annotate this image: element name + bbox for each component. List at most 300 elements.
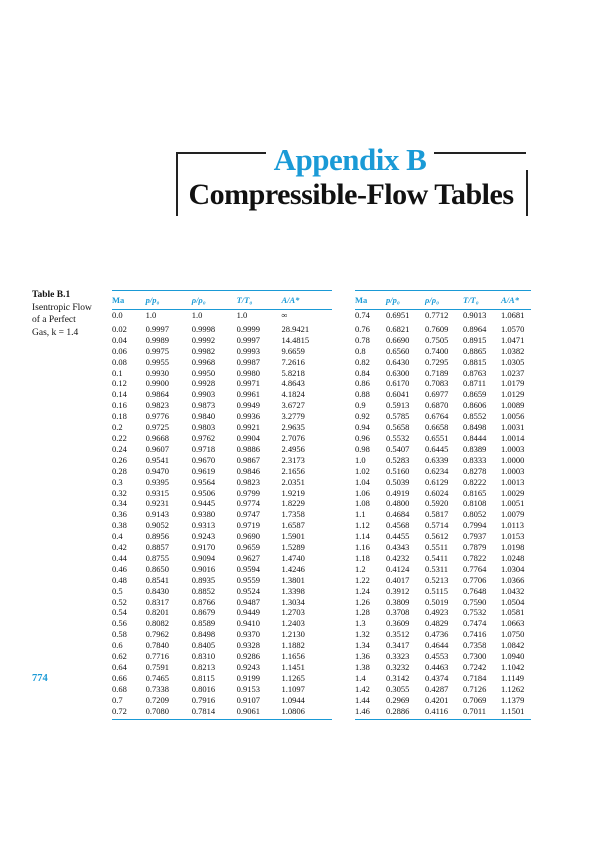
table-cell: 1.0031 — [501, 422, 525, 433]
table-cell: 1.4740 — [281, 552, 305, 563]
table-cell: 1.46 — [355, 706, 386, 719]
table-cell: 0.9524 — [236, 585, 260, 596]
table-cell: 0.9013 — [463, 310, 487, 320]
header-area-ratio: A/A* — [281, 291, 332, 310]
table-cell: 0.3055 — [386, 683, 410, 694]
table-row — [355, 335, 531, 346]
table-cell: 2.0351 — [281, 476, 305, 487]
table-cell: 1.1097 — [281, 683, 305, 694]
table-row — [112, 378, 332, 389]
table-cell: 0.4919 — [386, 487, 410, 498]
table-row — [112, 444, 332, 455]
table-cell: 0.7083 — [425, 378, 449, 389]
table-cell: 0.8541 — [145, 574, 170, 585]
table-cell: 0.9949 — [236, 400, 260, 411]
table-cell: 0.6870 — [425, 400, 449, 411]
table-cell: 0.26 — [112, 454, 127, 465]
table-cell: 0.9718 — [191, 443, 216, 454]
table-cell: 0.9873 — [191, 400, 216, 411]
table-cell: 1.24 — [355, 585, 370, 596]
table-cell: 0.9313 — [191, 520, 216, 531]
table-cell: 0.8201 — [145, 607, 170, 618]
table-row — [355, 433, 531, 444]
table-cell: 0.9998 — [191, 323, 216, 334]
table-cell: 2.7076 — [281, 432, 305, 443]
table-row — [355, 662, 531, 673]
table-cell: 0.4116 — [425, 706, 463, 719]
table-cell: 0.9867 — [236, 454, 260, 465]
table-cell: 0.9668 — [145, 432, 170, 443]
table-cell: 14.4815 — [281, 334, 310, 345]
table-cell: 0.8430 — [145, 585, 170, 596]
table-cell: 0.7069 — [463, 694, 487, 705]
table-cell: 0.44 — [112, 552, 127, 563]
table-row — [112, 488, 332, 499]
table-row — [112, 346, 332, 357]
table-cell: 0.4455 — [386, 531, 410, 542]
header-temperature-ratio: T/T₀ — [237, 291, 282, 310]
table-cell: 0.8016 — [191, 683, 216, 694]
table-cell: 0.08 — [112, 356, 127, 367]
table-cell: 0.32 — [112, 487, 127, 498]
table-cell: 0.8606 — [463, 400, 487, 411]
table-cell: 1.0 — [191, 310, 203, 320]
table-cell: 0.9619 — [191, 465, 216, 476]
table-cell: 0.9328 — [236, 640, 260, 651]
table-cell: 0.9449 — [236, 607, 260, 618]
table-cell: 0.7609 — [425, 323, 449, 334]
table-row — [355, 564, 531, 575]
table-row — [355, 618, 531, 629]
table-cell: 0.38 — [112, 520, 127, 531]
table-cell: 0.6821 — [386, 323, 410, 334]
table-cell: 0.64 — [112, 662, 127, 672]
table-cell: 1.3398 — [281, 585, 305, 596]
table-cell: 0.4829 — [425, 618, 449, 629]
table-cell: 0.4201 — [425, 694, 449, 705]
header-ma: Ma — [355, 291, 386, 310]
table-cell: 0.6170 — [386, 378, 410, 389]
table-cell: 0.4736 — [425, 629, 449, 640]
table-cell: 1.0681 — [501, 310, 525, 320]
table-cell: 0.3912 — [386, 585, 410, 596]
table-row — [112, 411, 332, 422]
table-cell: 1.0029 — [501, 487, 525, 498]
table-cell: 0.5658 — [386, 422, 410, 433]
table-cell: 0.98 — [355, 443, 370, 454]
table-cell: 0.4343 — [386, 542, 410, 553]
table-cell: 0.3323 — [386, 651, 410, 662]
table-row — [355, 444, 531, 455]
header-density-ratio: ρ/ρ₀ — [425, 291, 463, 310]
table-cell: 0.78 — [355, 334, 370, 345]
table-cell: 0.8956 — [145, 531, 170, 542]
table-cell: 0.2969 — [386, 694, 410, 705]
table-cell: 0.8389 — [463, 443, 487, 454]
table-cell: 1.0366 — [501, 574, 525, 585]
table-cell: 0.7814 — [192, 706, 237, 719]
table-cell: 0.9950 — [191, 367, 216, 378]
table-cell: 0.04 — [112, 334, 127, 345]
table-cell: 0.9094 — [191, 552, 216, 563]
table-cell: 1.2403 — [281, 618, 305, 629]
table-cell: 0.8915 — [463, 334, 487, 345]
table-cell: 0.9992 — [191, 334, 216, 345]
table-cell: 1.1656 — [281, 651, 305, 662]
table-cell: 0.8755 — [145, 552, 170, 563]
table-cell: 1.0432 — [501, 585, 525, 596]
table-cell: 0.8857 — [145, 542, 170, 553]
table-cell: 0.9659 — [236, 542, 260, 553]
table-row — [355, 346, 531, 357]
table-cell: 0.6445 — [425, 443, 449, 454]
table-cell: 0.8659 — [463, 389, 487, 400]
table-cell: 1.0079 — [501, 509, 525, 520]
table-cell: 0.9762 — [191, 432, 216, 443]
table-cell: 0.24 — [112, 443, 127, 454]
table-cell: 0.9799 — [236, 487, 260, 498]
table-cell: 0.76 — [355, 323, 370, 334]
caption-line: Isentropic Flow — [32, 302, 92, 313]
table-cell: 1.0113 — [501, 520, 525, 531]
table-cell: 0.9846 — [236, 465, 260, 476]
table-cell: 0.7532 — [463, 607, 487, 618]
table-cell: 0.9823 — [236, 476, 260, 487]
table-cell: 0.8589 — [191, 618, 216, 629]
table-cell: 0.96 — [355, 432, 370, 443]
table-cell: 0.7840 — [145, 640, 170, 651]
table-cell: 0.6977 — [425, 389, 449, 400]
table-cell: 1.0237 — [501, 367, 525, 378]
table-cell: 3.6727 — [281, 400, 305, 411]
table-cell: 28.9421 — [281, 323, 310, 334]
table-cell: 0.9 — [355, 400, 366, 411]
table-cell: 0.5612 — [425, 531, 449, 542]
table-cell: 1.32 — [355, 629, 370, 640]
table-cell: 0.9627 — [236, 552, 260, 563]
table-cell: 1.8229 — [281, 498, 305, 509]
table-cell: 0.7505 — [425, 334, 449, 345]
table-cell: 1.4246 — [281, 563, 305, 574]
table-cell: 0.7590 — [463, 596, 487, 607]
table-cell: 1.9219 — [281, 487, 305, 498]
table-cell: 0.8498 — [463, 422, 487, 433]
table-cell: 0.9199 — [236, 672, 260, 683]
table-cell: 0.9989 — [145, 334, 170, 345]
table-cell: 0.4287 — [425, 683, 449, 694]
table-cell: 1.0198 — [501, 542, 525, 553]
table-cell: 0.8964 — [463, 323, 487, 334]
table-cell: 0.5817 — [425, 509, 449, 520]
table-cell: 0.12 — [112, 378, 127, 389]
table-cell: 0.6551 — [425, 432, 449, 443]
table-cell: 0.9968 — [191, 356, 216, 367]
table-cell: 1.2703 — [281, 607, 305, 618]
table-row — [112, 662, 332, 673]
table-row — [355, 695, 531, 706]
table-cell: 0.9445 — [191, 498, 216, 509]
table-cell: 0.6658 — [425, 422, 449, 433]
table-cell: 1.26 — [355, 596, 370, 607]
table-row — [112, 618, 332, 629]
table-cell: 1.36 — [355, 651, 370, 662]
table-cell: 2.9635 — [281, 422, 305, 433]
table-cell: 0.5785 — [386, 411, 410, 422]
table-cell: 0.54 — [112, 607, 127, 618]
table-cell: 0.8650 — [145, 563, 170, 574]
table-cell: 0.9725 — [145, 422, 170, 433]
table-cell: 1.34 — [355, 640, 370, 651]
table-cell: 1.1451 — [281, 662, 305, 672]
table-cell: 0.4017 — [386, 574, 410, 585]
table-cell: 1.0382 — [501, 345, 525, 356]
table-cell: 0.9864 — [145, 389, 170, 400]
table-cell: 1.0304 — [501, 563, 525, 574]
table-cell: 1.0153 — [501, 531, 525, 542]
table-cell: 0.8935 — [191, 574, 216, 585]
table-cell: 1.0003 — [501, 443, 525, 454]
table-cell: 0.5 — [112, 585, 123, 596]
table-cell: 0.7209 — [145, 694, 170, 705]
table-cell: 0.5039 — [386, 476, 410, 487]
table-cell: 0.06 — [112, 345, 127, 356]
table-cell: 1.1501 — [501, 706, 531, 719]
table-cell: 0.9980 — [236, 367, 260, 378]
header-pressure-ratio: p/p₀ — [146, 291, 192, 310]
table-cell: 0.5115 — [425, 585, 449, 596]
table-cell: 0.6764 — [425, 411, 449, 422]
table-cell: 1.0003 — [501, 465, 525, 476]
table-row — [112, 433, 332, 444]
table-cell: 0.4124 — [386, 563, 410, 574]
table-cell: 0.9803 — [191, 422, 216, 433]
table-body-left — [112, 310, 332, 720]
table-cell: 0.9997 — [236, 334, 260, 345]
table-row — [112, 321, 332, 335]
header-temperature-ratio: T/T₀ — [463, 291, 501, 310]
table-cell: 1.0129 — [501, 389, 525, 400]
table-row — [355, 597, 531, 608]
table-cell: 0.3609 — [386, 618, 410, 629]
table-cell: 0.82 — [355, 356, 370, 367]
table-cell: 0.7465 — [145, 672, 170, 683]
table-row — [355, 488, 531, 499]
table-cell: 1.0305 — [501, 356, 525, 367]
table-row — [355, 455, 531, 466]
table-cell: 0.4463 — [425, 662, 449, 672]
table-cell: 0.9315 — [145, 487, 170, 498]
table-cell: 0.7126 — [463, 683, 487, 694]
table-row — [355, 706, 531, 719]
table-cell: 9.6659 — [281, 345, 305, 356]
table-row — [112, 466, 332, 477]
table-cell: 1.0806 — [281, 706, 332, 719]
table-cell: 0.52 — [112, 596, 127, 607]
table-row — [112, 706, 332, 719]
table-cell: 4.8643 — [281, 378, 305, 389]
table-cell: 0.9886 — [236, 443, 260, 454]
table-row — [355, 477, 531, 488]
table-row — [355, 310, 531, 321]
table-cell: 0.66 — [112, 672, 127, 683]
table-cell: 0.9559 — [236, 574, 260, 585]
table-cell: 0.7822 — [463, 552, 487, 563]
table-cell: 0.86 — [355, 378, 370, 389]
table-cell: 0.5160 — [386, 465, 410, 476]
table-cell: 0.7184 — [463, 672, 487, 683]
table-row — [355, 389, 531, 400]
table-row — [355, 321, 531, 335]
table-cell: 1.0051 — [501, 498, 525, 509]
table-cell: 0.9016 — [191, 563, 216, 574]
table-cell: 0.5407 — [386, 443, 410, 454]
table-cell: 0.9564 — [191, 476, 216, 487]
table-row — [355, 498, 531, 509]
table-cell: 0.8082 — [145, 618, 170, 629]
table-cell: 1.0581 — [501, 607, 525, 618]
table-row — [355, 684, 531, 695]
table-row — [112, 553, 332, 564]
table-cell: 0.4232 — [386, 552, 410, 563]
table-cell: 1.0089 — [501, 400, 525, 411]
table-cell: 0.8552 — [463, 411, 487, 422]
table-row — [355, 575, 531, 586]
table-cell: 0.8852 — [191, 585, 216, 596]
table-cell: 0.9955 — [145, 356, 170, 367]
table-row — [355, 586, 531, 597]
table-row — [112, 597, 332, 608]
table-cell: 1.1042 — [501, 662, 525, 672]
table-cell: 1.0 — [145, 310, 157, 320]
table-cell: 0.5913 — [386, 400, 410, 411]
table-cell: 0.9930 — [145, 367, 170, 378]
table-cell: 0.9997 — [145, 323, 170, 334]
table-cell: 0.8317 — [145, 596, 170, 607]
table-cell: 5.8218 — [281, 367, 305, 378]
table-cell: 0.4800 — [386, 498, 410, 509]
table-cell: 0.9395 — [145, 476, 170, 487]
table-cell: 0.7916 — [191, 694, 216, 705]
table-cell: 0.02 — [112, 323, 127, 334]
table-cell: 0.9982 — [191, 345, 216, 356]
table-cell: 1.7358 — [281, 509, 305, 520]
table-cell: 0.3 — [112, 476, 123, 487]
table-cell: 0.3708 — [386, 607, 410, 618]
table-row — [355, 509, 531, 520]
table-cell: 0.9936 — [236, 411, 260, 422]
table-cell: 0.5532 — [386, 432, 410, 443]
table-cell: 1.0056 — [501, 411, 525, 422]
table-header-row — [355, 291, 531, 310]
table-cell: 0.9143 — [145, 509, 170, 520]
table-cell: 1.2130 — [281, 629, 305, 640]
table-row — [112, 509, 332, 520]
table-cell: 0.9153 — [236, 683, 260, 694]
table-row — [112, 310, 332, 321]
table-cell: 0.9987 — [236, 356, 260, 367]
table-cell: 0.7011 — [463, 706, 501, 719]
table-cell: 0.8766 — [191, 596, 216, 607]
table-cell: 0.9928 — [191, 378, 216, 389]
table-cell: 1.44 — [355, 694, 370, 705]
table-cell: 0.3417 — [386, 640, 410, 651]
table-cell: 0.36 — [112, 509, 127, 520]
table-cell: 1.0940 — [501, 651, 525, 662]
table-cell: 0.9052 — [145, 520, 170, 531]
table-cell: 1.1882 — [281, 640, 305, 651]
table-cell: 0.7416 — [463, 629, 487, 640]
table-cell: 1.2 — [355, 563, 366, 574]
table-cell: 0.9594 — [236, 563, 260, 574]
table-cell: 0.34 — [112, 498, 127, 509]
table-cell: 0.9823 — [145, 400, 170, 411]
table-row — [112, 400, 332, 411]
table-cell: 0.9370 — [236, 629, 260, 640]
table-cell: 1.18 — [355, 552, 370, 563]
table-cell: 0.7962 — [145, 629, 170, 640]
table-row — [112, 357, 332, 368]
table-caption — [32, 289, 112, 339]
isentropic-table-right — [355, 290, 531, 720]
table-cell: 0.7648 — [463, 585, 487, 596]
table-row — [112, 640, 332, 651]
table-cell: 1.5901 — [281, 531, 305, 542]
table-cell: 1.04 — [355, 476, 370, 487]
table-cell: 0.9900 — [145, 378, 170, 389]
table-cell: 0.9993 — [236, 345, 260, 356]
appendix-heading-text: Appendix B — [266, 142, 435, 177]
table-cell: 0.8052 — [463, 509, 487, 520]
table-cell: 0.4644 — [425, 640, 449, 651]
table-cell: 0.7706 — [463, 574, 487, 585]
table-cell: 0.7358 — [463, 640, 487, 651]
table-cell: 1.3801 — [281, 574, 305, 585]
table-cell: 0.7937 — [463, 531, 487, 542]
table-cell: 0.2886 — [386, 706, 425, 719]
table-cell: 0.9999 — [236, 323, 260, 334]
table-row — [112, 389, 332, 400]
table-cell: 0.7879 — [463, 542, 487, 553]
table-cell: 0.9961 — [236, 389, 260, 400]
table-cell: 0.62 — [112, 651, 127, 662]
table-row — [355, 400, 531, 411]
table-cell: 1.0570 — [501, 323, 525, 334]
table-cell: 0.9971 — [236, 378, 260, 389]
table-row — [112, 586, 332, 597]
table-cell: 0.8 — [355, 345, 366, 356]
table-cell: 0.84 — [355, 367, 370, 378]
header-area-ratio: A/A* — [501, 291, 531, 310]
table-row — [355, 411, 531, 422]
table-cell: 1.1262 — [501, 683, 525, 694]
table-row — [355, 542, 531, 553]
table-cell: 0.9776 — [145, 411, 170, 422]
table-cell: 0.8815 — [463, 356, 487, 367]
table-cell: 1.5289 — [281, 542, 305, 553]
table-cell: 0.5311 — [425, 563, 449, 574]
table-cell: 0.9541 — [145, 454, 170, 465]
table-cell: 1.0014 — [501, 432, 525, 443]
table-cell: 0.5019 — [425, 596, 449, 607]
table-cell: 0.6041 — [386, 389, 410, 400]
appendix-heading — [176, 142, 524, 178]
table-cell: 3.2779 — [281, 411, 305, 422]
table-cell: 2.1656 — [281, 465, 305, 476]
table-cell: 1.0013 — [501, 476, 525, 487]
table-cell: 1.14 — [355, 531, 370, 542]
table-cell: 1.16 — [355, 542, 370, 553]
table-cell: 0.68 — [112, 683, 127, 694]
